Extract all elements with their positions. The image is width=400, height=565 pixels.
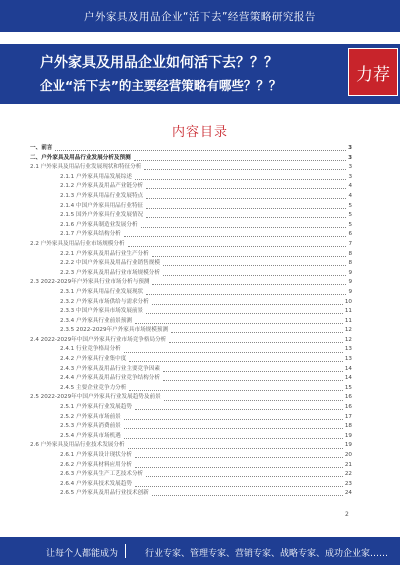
toc-entry[interactable] — [30, 230, 352, 240]
toc-leader-dots — [128, 246, 347, 247]
toc-entry-page: 14 — [344, 375, 352, 382]
toc-entry-label: 2.3.5 2022-2029年户外家具市场规模预测 — [60, 327, 169, 334]
toc-entry-label: 2.4 2022-2029年中国户外家具行业市场竞争格局分析 — [30, 336, 167, 343]
toc-leader-dots — [135, 457, 343, 458]
toc-entry-page: 13 — [344, 346, 352, 353]
toc-entry[interactable] — [30, 489, 352, 499]
toc-entry-page: 11 — [344, 308, 352, 315]
toc-entry-label: 2.3.4 户外家具行业前景预测 — [60, 317, 132, 324]
toc-entry-page: 12 — [344, 336, 352, 343]
recommend-badge: 力荐 — [348, 48, 398, 96]
toc-leader-dots — [152, 304, 343, 305]
toc-entry-label: 2.4.5 主要企业竞争力分析 — [60, 384, 127, 391]
toc-entry-page: 10 — [344, 298, 352, 305]
footer-left: 让每个人都能成为 — [46, 549, 119, 559]
toc-entry-label: 2.3 2022-2029年户外家具行业市场分析与预测 — [30, 279, 150, 286]
toc-entry-page: 22 — [344, 471, 352, 478]
toc-entry-label: 二、户外家具及用品行业发展分析及预测 — [30, 154, 131, 161]
toc-leader-dots — [124, 428, 343, 429]
toc-entry[interactable] — [30, 259, 352, 269]
toc-entry-page: 4 — [348, 183, 352, 190]
toc-leader-dots — [163, 265, 347, 266]
toc-entry-page: 9 — [348, 288, 352, 295]
toc-entry[interactable] — [30, 326, 352, 336]
toc-entry[interactable] — [30, 278, 352, 288]
toc-entry[interactable] — [30, 298, 352, 308]
toc-entry-label: 2.1.7 户外家具结构分析 — [60, 231, 121, 238]
toc-leader-dots — [129, 361, 343, 362]
toc-entry-page: 4 — [348, 192, 352, 199]
toc-entry[interactable] — [30, 403, 352, 413]
toc-entry-label: 2.6 户外家具及用品行业技术发展分析 — [30, 442, 125, 449]
toc-entry[interactable] — [30, 365, 352, 375]
toc-entry-page: 14 — [344, 365, 352, 372]
toc-entry[interactable] — [30, 202, 352, 212]
toc-leader-dots — [146, 208, 346, 209]
toc-entry-label: 2.4.1 行业竞争格局分析 — [60, 346, 121, 353]
toc-entry-page: 3 — [348, 164, 352, 171]
toc-entry[interactable] — [30, 144, 352, 154]
toc-entry[interactable] — [30, 413, 352, 423]
toc-entry-label: 2.2 户外家具及用品行业市场规模分析 — [30, 240, 125, 247]
toc-leader-dots — [124, 236, 347, 237]
toc-entry-label: 2.3.2 户外家具市场供给与需求分析 — [60, 298, 149, 305]
toc-entry[interactable] — [30, 393, 352, 403]
toc-entry-page: 5 — [348, 212, 352, 219]
toc-leader-dots — [163, 380, 343, 381]
toc-entry-label: 2.5.4 户外家具市场机遇 — [60, 432, 121, 439]
toc-entry[interactable] — [30, 345, 352, 355]
toc-leader-dots — [129, 390, 343, 391]
toc-leader-dots — [146, 188, 346, 189]
toc-entry-page: 8 — [348, 250, 352, 257]
toc-entry-label: 2.6.5 户外家具及用品行业技术创新 — [60, 490, 149, 497]
toc-entry-label: 2.5.2 户外家具市场前景 — [60, 413, 121, 420]
toc-entry-page: 19 — [344, 432, 352, 439]
toc-leader-dots — [164, 400, 343, 401]
toc-leader-dots — [152, 256, 347, 257]
toc-entry-label: 2.6.4 户外家具技术发展趋势 — [60, 480, 132, 487]
toc-entry-label: 2.6.3 户外家具生产工艺技术分析 — [60, 471, 144, 478]
toc-entry[interactable] — [30, 441, 352, 451]
footer-right: 行业专家、管理专家、营销专家、战略专家、成功企业家…… — [145, 549, 389, 559]
toc-leader-dots — [163, 371, 343, 372]
toc-leader-dots — [163, 275, 347, 276]
toc-leader-dots — [146, 313, 343, 314]
toc-entry-page: 17 — [344, 413, 352, 420]
footer-bar — [0, 537, 400, 565]
toc-entry[interactable] — [30, 317, 352, 327]
toc-entry[interactable] — [30, 182, 352, 192]
toc-leader-dots — [124, 419, 343, 420]
toc-entry[interactable] — [30, 422, 352, 432]
toc-entry[interactable] — [30, 192, 352, 202]
toc-entry[interactable] — [30, 173, 352, 183]
toc-entry-page: 12 — [344, 327, 352, 334]
toc-leader-dots — [128, 448, 343, 449]
toc-entry-label: 2.2.1 户外家具及用品行业生产分析 — [60, 250, 149, 257]
toc-entry-label: 2.4.4 户外家具及用品行业竞争结构分析 — [60, 375, 160, 382]
toc-leader-dots — [135, 409, 343, 410]
toc-entry[interactable] — [30, 384, 352, 394]
toc-entry[interactable] — [30, 432, 352, 442]
toc-leader-dots — [169, 342, 343, 343]
toc-entry-page: 8 — [348, 260, 352, 267]
footer-divider — [125, 544, 126, 558]
toc-leader-dots — [152, 495, 343, 496]
toc-entry-label: 一、前言 — [30, 145, 53, 151]
toc-entry-label: 2.1.3 户外家具用品行业发展特点 — [60, 192, 144, 199]
toc-entry-page: 7 — [348, 240, 352, 247]
banner-line1: 户外家具及用品企业如何活下去？？？ — [40, 55, 278, 71]
toc-entry-label: 2.2.3 户外家具及用品行业市场规模分析 — [60, 269, 160, 276]
toc-entry-label: 2.5.1 户外家具行业发展趋势 — [60, 404, 132, 411]
banner-line2: 企业“活下去”的主要经营策略有哪些？？？ — [40, 78, 282, 93]
toc-entry-page: 9 — [348, 279, 352, 286]
toc-entry-page: 16 — [344, 394, 352, 401]
toc-entry-page: 5 — [348, 202, 352, 209]
toc-entry[interactable] — [30, 307, 352, 317]
toc-leader-dots — [146, 476, 343, 477]
toc-entry[interactable] — [30, 269, 352, 279]
toc-entry[interactable] — [30, 154, 352, 164]
header-title: 户外家具及用品企业“活下去”经营策略研究报告 — [84, 10, 316, 23]
toc-entry-page: 24 — [344, 490, 352, 497]
toc-entry-page: 18 — [344, 423, 352, 430]
toc-entry[interactable] — [30, 211, 352, 221]
toc-entry-page: 6 — [348, 231, 352, 238]
toc-entry[interactable] — [30, 480, 352, 490]
page-number: 2 — [345, 511, 349, 518]
toc-leader-dots — [135, 486, 343, 487]
title-banner — [0, 44, 400, 104]
toc-entry-label: 2.6.1 户外家具设计现状分析 — [60, 452, 132, 458]
toc-leader-dots — [124, 352, 343, 353]
toc-entry[interactable] — [30, 163, 352, 173]
toc-entry-label: 2.5.3 户外家具消费前景 — [60, 423, 121, 430]
toc-leader-dots — [171, 332, 343, 333]
toc-entry[interactable] — [30, 461, 352, 471]
toc-entry-page: 9 — [348, 269, 352, 276]
toc-entry[interactable] — [30, 240, 352, 250]
toc-entry-page: 3 — [348, 154, 352, 161]
toc-entry-label: 2.1.6 户外家具制造业发展分析 — [60, 221, 138, 228]
toc-leader-dots — [152, 284, 346, 285]
toc-leader-dots — [146, 217, 346, 218]
toc-entry-page: 19 — [344, 442, 352, 449]
toc-entry-label: 2.4.2 户外家具行业集中度 — [60, 356, 127, 363]
toc-entry-label: 2.1 户外家具及用品行业发展现状和特征分析 — [30, 164, 142, 171]
toc-entry-label: 2.4.3 户外家具及用品行业主要竞争因素 — [60, 365, 160, 372]
toc-entry-label: 2.1.1 户外家具用品发展综述 — [60, 173, 132, 180]
toc-entry-page: 13 — [344, 356, 352, 363]
toc-entry[interactable] — [30, 336, 352, 346]
toc-entry-label: 2.1.5 国外户外家具行业发展情况 — [60, 212, 144, 219]
toc-leader-dots — [134, 160, 346, 161]
toc-entry-page: 5 — [348, 221, 352, 228]
toc-entry-page: 20 — [344, 452, 352, 458]
toc-entry-page: 11 — [344, 317, 352, 324]
toc-entry-page: 3 — [348, 145, 352, 151]
toc-leader-dots — [124, 438, 343, 439]
toc-entry-label: 2.3.1 户外家具用品行业发展现状 — [60, 288, 144, 295]
toc-entry-label: 2.2.2 中国户外家具及用品行业销售规模 — [60, 260, 160, 267]
toc-entry[interactable] — [30, 470, 352, 480]
toc-entry-page: 3 — [348, 173, 352, 180]
toc-leader-dots — [141, 227, 347, 228]
toc-entry-page: 23 — [344, 480, 352, 487]
toc-title: 内容目录 — [171, 125, 228, 140]
toc-entry-label: 2.1.2 户外家具及用品产业链分析 — [60, 183, 144, 190]
header-bar — [0, 0, 400, 32]
toc-leader-dots — [135, 179, 346, 180]
toc-entry-label: 2.6.2 户外家具材料应用分析 — [60, 461, 132, 468]
toc-entry[interactable] — [30, 451, 352, 461]
toc-leader-dots — [146, 198, 346, 199]
toc-entry[interactable] — [30, 221, 352, 231]
toc-entry-label: 2.1.4 中国户外家具用品行业特征 — [60, 202, 144, 209]
toc-entry[interactable] — [30, 355, 352, 365]
toc-entry-label: 2.3.3 中国户外家具市场发展前景 — [60, 308, 144, 315]
toc-leader-dots — [135, 323, 343, 324]
toc-entry[interactable] — [30, 374, 352, 384]
toc-leader-dots — [144, 169, 346, 170]
toc-entry[interactable] — [30, 288, 352, 298]
toc-entry[interactable] — [30, 250, 352, 260]
toc-leader-dots — [135, 467, 343, 468]
toc-entry-label: 2.5 2022-2029年中国户外家具行业发展趋势及前景 — [30, 394, 161, 401]
toc-entry-page: 15 — [344, 384, 352, 391]
toc-entry-page: 21 — [344, 461, 352, 468]
toc-entry-page: 16 — [344, 404, 352, 411]
toc-list — [30, 144, 352, 499]
toc-leader-dots — [146, 294, 346, 295]
toc-leader-dots — [55, 150, 346, 151]
